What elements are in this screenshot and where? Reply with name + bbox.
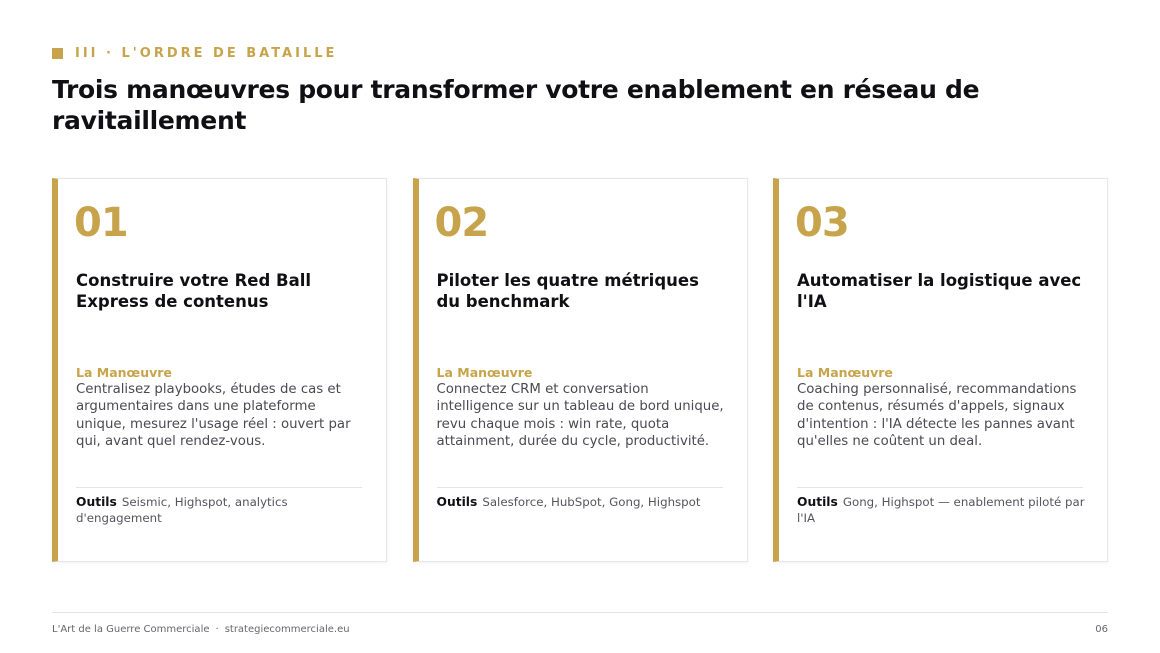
manoeuvre-label: La Manœuvre <box>76 365 172 380</box>
footer-separator: · <box>215 624 219 635</box>
manoeuvre-label: La Manœuvre <box>797 365 893 380</box>
card-title: Piloter les quatre métriques du benchmark <box>436 271 699 311</box>
manoeuvre-text: Coaching personnalisé, recommandations de contenus, résumés d'appels, signaux d'intention : l'IA détecte les pannes avant qu'elles ne coûtent un deal. <box>797 382 1077 449</box>
cards-row <box>52 178 1108 562</box>
section-eyebrow <box>52 46 337 61</box>
card-number: 03 <box>795 200 849 246</box>
card-3 <box>773 178 1108 562</box>
tools-line <box>797 495 1087 526</box>
card-divider <box>437 487 723 488</box>
manoeuvre-text: Connectez CRM et conversation intelligence sur un tableau de bord unique, revu chaque mois : win rate, quota attainment, durée du cycle, productivité. <box>436 382 724 449</box>
card-2 <box>413 178 748 562</box>
manoeuvre-text: Centralisez playbooks, études de cas et argumentaires dans une plateforme unique, mesurez l'usage réel : ouvert par qui, avant quel rendez-vous. <box>76 382 351 449</box>
footer-site: strategiecommerciale.eu <box>224 624 350 635</box>
footer-divider <box>52 612 1108 613</box>
footer-credits <box>52 624 350 635</box>
tools-label: Outils <box>76 495 117 509</box>
tools-label: Outils <box>797 495 838 509</box>
page-title: Trois manœuvres pour transformer votre enablement en réseau de ravitaillement <box>52 75 980 135</box>
tools-value: Seismic, Highspot, analytics d'engagement <box>76 495 288 525</box>
card-title: Construire votre Red Ball Express de contenus <box>76 271 312 311</box>
card-number: 02 <box>434 200 489 246</box>
eyebrow-square-icon <box>52 48 63 59</box>
eyebrow-text: III · L'ORDRE DE BATAILLE <box>75 46 338 61</box>
card-number: 01 <box>74 200 128 246</box>
card-divider <box>76 487 362 488</box>
card-divider <box>797 487 1083 488</box>
tools-label: Outils <box>436 495 478 509</box>
tools-value: Salesforce, HubSpot, Gong, Highspot <box>482 495 701 509</box>
tools-line <box>76 495 366 526</box>
tools-line <box>437 495 727 511</box>
card-title: Automatiser la logistique avec l'IA <box>797 271 1082 311</box>
card-1 <box>52 178 387 562</box>
footer-brand: L'Art de la Guerre Commerciale <box>52 624 210 635</box>
manoeuvre-label: La Manœuvre <box>436 365 533 380</box>
tools-value: Gong, Highspot — enablement piloté par l'IA <box>797 495 1085 525</box>
page-number: 06 <box>1095 624 1108 635</box>
